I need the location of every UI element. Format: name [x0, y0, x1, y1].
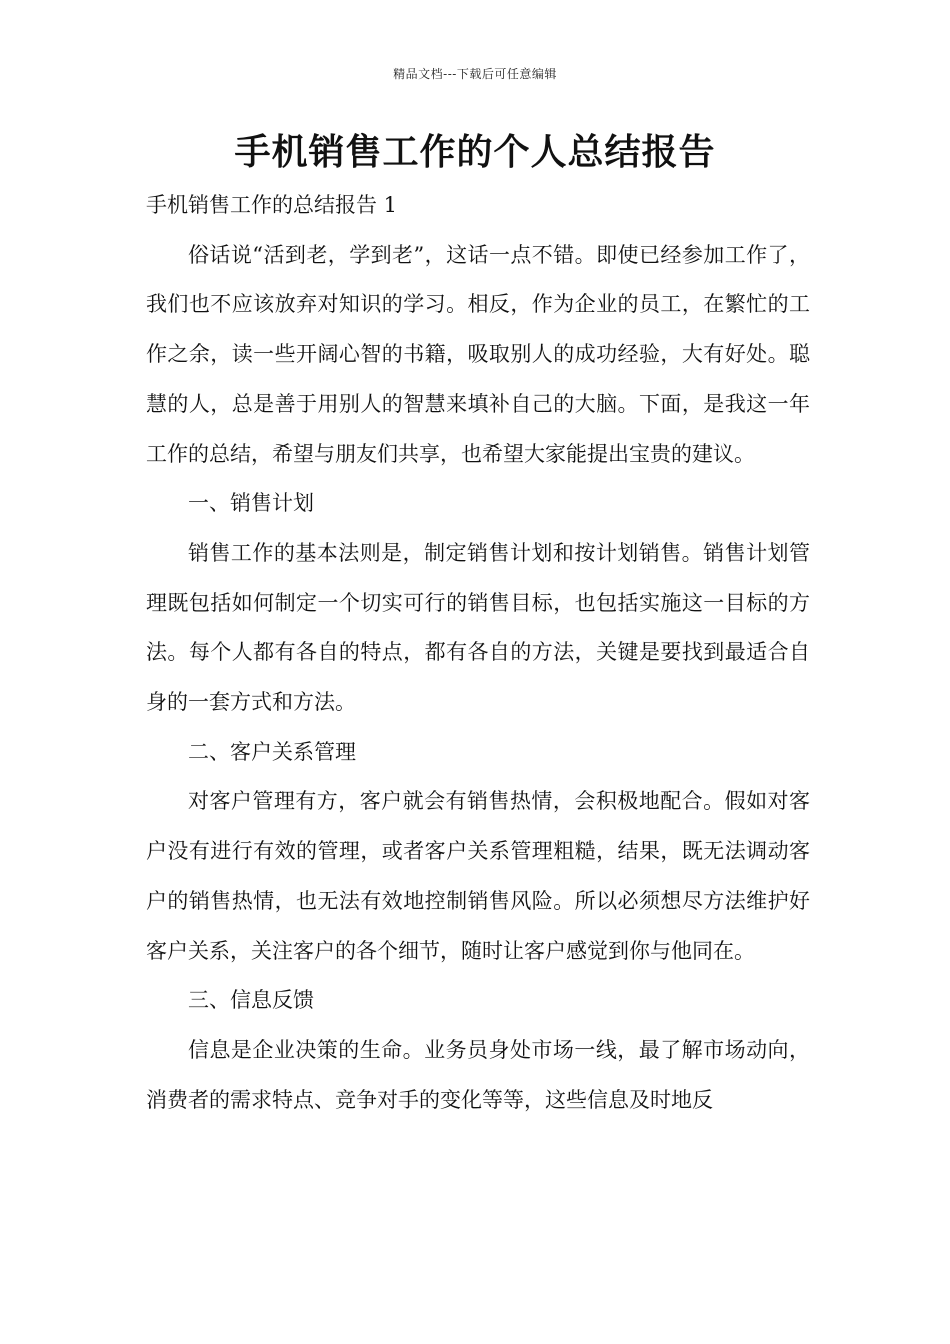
- heading-sales-plan: 一、销售计划: [188, 491, 314, 516]
- heading-customer-relations: 二、客户关系管理: [188, 739, 356, 764]
- intro-paragraph: 俗话说“活到老，学到老”，这话一点不错。即使已经参加工作了，我们也不应该放弃对知识的学习。相反，作为企业的员工，在繁忙的工作之余，读一些开阔心智的书籍，吸取别人的成功经验，大有好处。聪慧的人，总是善于用别人的智慧来填补自己的大脑。下面，是我这一年工作的总结，希望与朋友们共享，也希望大家能提出宝贵的建议。: [146, 242, 810, 466]
- header-note: 精品文档---下载后可任意编辑: [393, 67, 557, 81]
- section-subtitle: 手机销售工作的总结报告 1: [146, 193, 398, 217]
- heading-info-feedback: 三、信息反馈: [188, 988, 314, 1013]
- document-body: [146, 181, 810, 1125]
- info-feedback-paragraph: 信息是企业决策的生命。业务员身处市场一线，最了解市场动向，消费者的需求特点、竞争对手的变化等等，这些信息及时地反: [146, 1037, 810, 1112]
- document-title: 手机销售工作的个人总结报告: [234, 131, 716, 173]
- customer-relations-paragraph: 对客户管理有方，客户就会有销售热情，会积极地配合。假如对客户没有进行有效的管理，或者客户关系管理粗糙，结果，既无法调动客户的销售热情，也无法有效地控制销售风险。所以必须想尽方法维护好客户关系，关注客户的各个细节，随时让客户感觉到你与他同在。: [146, 789, 810, 963]
- sales-plan-paragraph: 销售工作的基本法则是，制定销售计划和按计划销售。销售计划管理既包括如何制定一个切实可行的销售目标，也包括实施这一目标的方法。每个人都有各自的特点，都有各自的方法，关键是要找到最适合自身的一套方式和方法。: [146, 540, 810, 715]
